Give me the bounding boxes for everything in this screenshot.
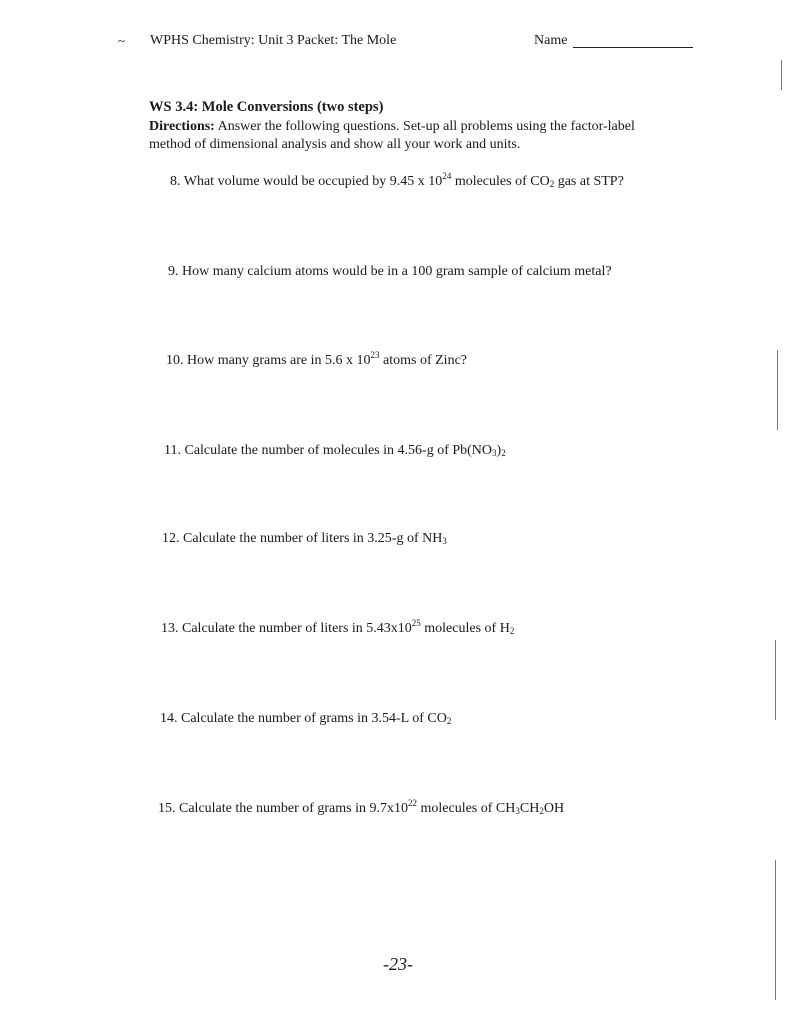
question-12 <box>162 531 447 547</box>
question-text: Calculate the number of grams in $9.7x10^{22}$ molecules of $CH_3CH_2OH$ <box>179 798 565 816</box>
question-number: 9. <box>168 264 179 279</box>
question-number: 10. <box>166 353 184 368</box>
question-number: 8. <box>170 174 181 189</box>
directions <box>149 118 669 154</box>
question-text: How many calcium atoms would be in a 100 gram sample of calcium metal? <box>182 264 612 279</box>
worksheet-title: WS 3.4: Mole Conversions (two steps) <box>149 99 384 115</box>
question-number: 12. <box>162 531 180 546</box>
scan-edge-mark <box>781 60 782 90</box>
question-9 <box>168 264 612 280</box>
page-number: -23- <box>383 954 413 974</box>
question-text: What volume would be occupied by 9.45 x $10^{24}$ molecules of $CO_2$ gas at STP? <box>183 171 624 189</box>
name-label: Name <box>534 33 568 48</box>
scan-edge-mark <box>775 860 776 1000</box>
question-text: How many grams are in 5.6 x $10^{23}$ atoms of Zinc? <box>187 350 468 368</box>
directions-label: Directions: <box>149 119 215 134</box>
question-14 <box>160 711 451 727</box>
scan-edge-mark <box>775 640 776 720</box>
question-text: Calculate the number of grams in 3.54-L of $CO_2$ <box>181 711 452 726</box>
question-15 <box>158 798 565 817</box>
question-8 <box>170 171 624 190</box>
course-title: WPHS Chemistry: Unit 3 Packet: The Mole <box>150 33 397 48</box>
question-number: 13. <box>161 621 179 636</box>
question-text: Calculate the number of liters in 3.25-g of $NH_3$ <box>183 531 447 546</box>
question-number: 14. <box>160 711 178 726</box>
directions-text: Answer the following questions. Set-up all problems using the factor-label method of dimensional analysis and show all your work and units. <box>149 119 635 152</box>
question-11 <box>164 443 506 459</box>
question-text: Calculate the number of molecules in 4.56-g of $Pb(NO_3)_2$ <box>184 443 506 458</box>
scan-edge-mark <box>777 350 778 430</box>
question-number: 11. <box>164 443 181 458</box>
question-number: 15. <box>158 801 176 816</box>
header-mark: ~ <box>118 33 126 48</box>
question-13 <box>161 618 515 637</box>
question-text: Calculate the number of liters in $5.43x10^{25}$ molecules of $H_2$ <box>182 618 515 636</box>
name-blank-line <box>573 47 693 48</box>
page-header <box>118 33 698 53</box>
question-10 <box>166 350 468 369</box>
